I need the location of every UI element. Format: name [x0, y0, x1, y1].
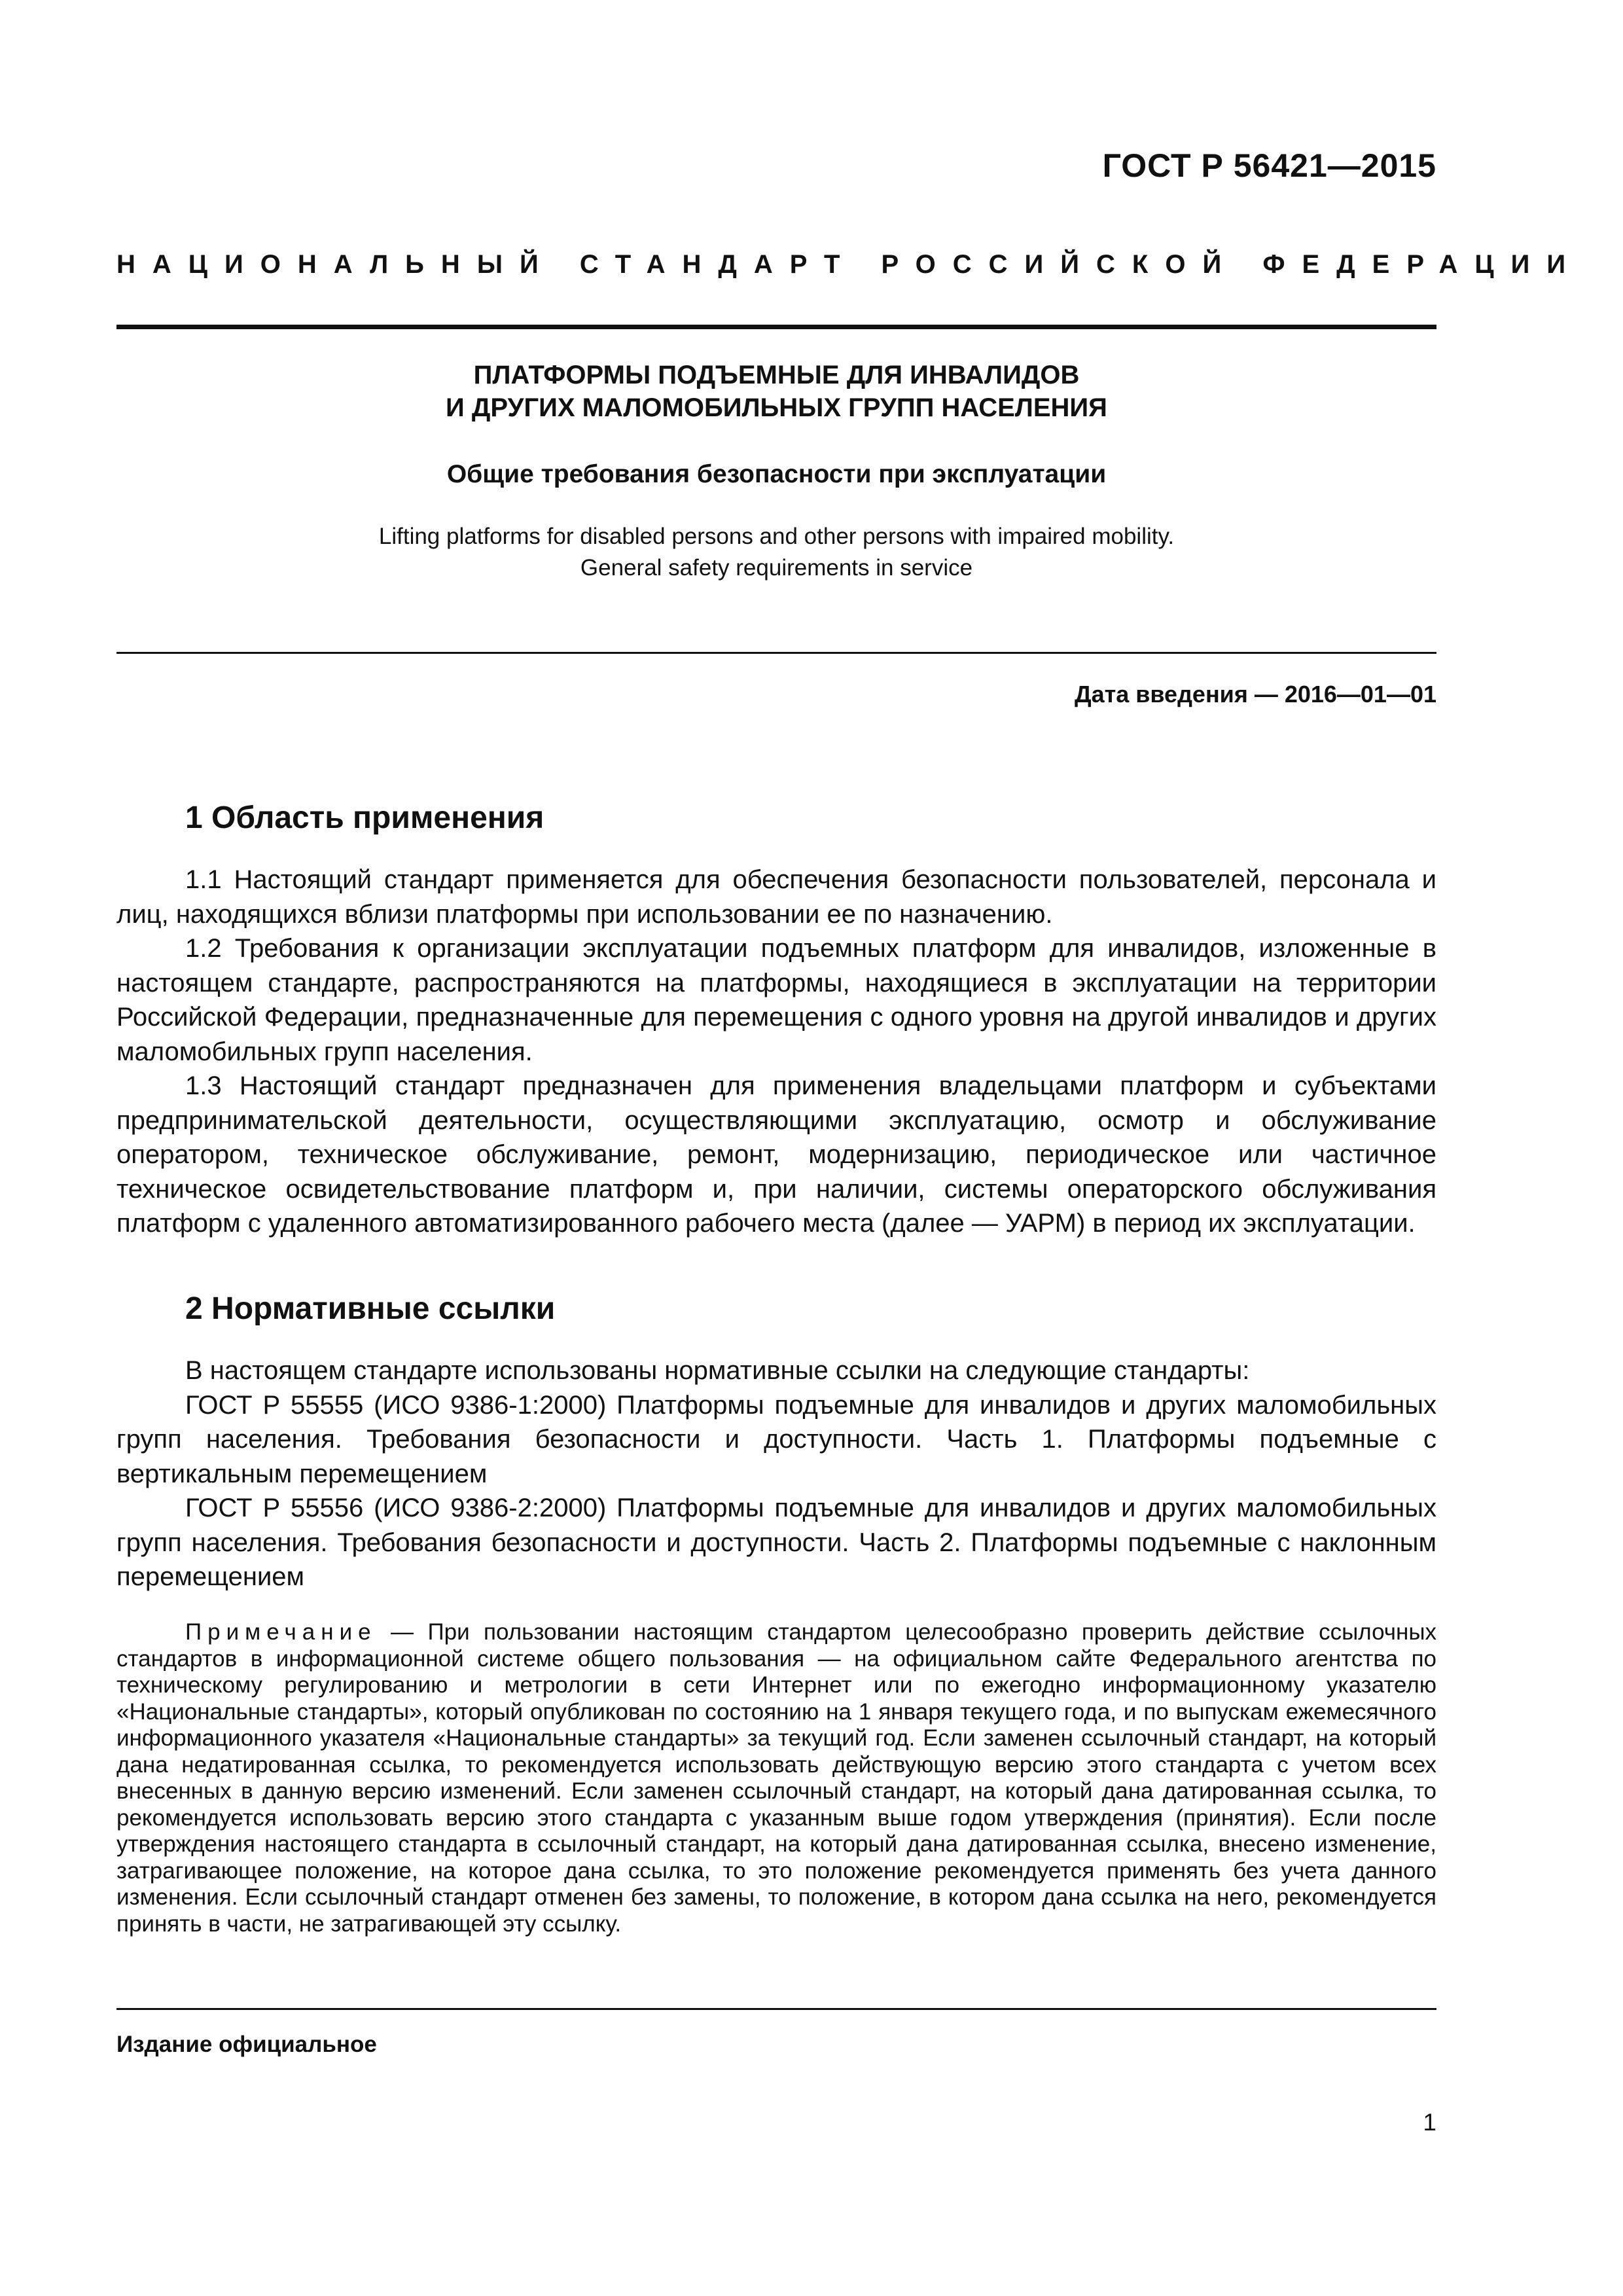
section-1-heading: 1 Область применения [185, 800, 544, 835]
official-edition-label: Издание официальное [116, 2032, 377, 2057]
document-number: ГОСТ Р 56421—2015 [1102, 147, 1436, 184]
paragraph-2-intro: В настоящем стандарте использованы нормативные ссылки на следующие стандарты: [185, 1356, 1250, 1385]
english-title [116, 521, 1436, 584]
section-2-body [116, 1354, 1436, 1594]
english-title-line-2: General safety requirements in service [580, 555, 973, 581]
reference-gost-55555: ГОСТ Р 55555 (ИСО 9386-1:2000) Платформы подъемные для инвалидов и других маломобильных групп населения. Требования безопасности и доступности. Часть 1. Платформы подъемные с вертикальным перемещением [116, 1390, 1436, 1488]
page-number: 1 [1423, 2109, 1436, 2136]
reference-gost-55556: ГОСТ Р 55556 (ИСО 9386-2:2000) Платформы подъемные для инвалидов и других маломобильных групп населения. Требования безопасности и доступности. Часть 2. Платформы подъемные с наклонным перемещением [116, 1494, 1436, 1591]
note-label: Примечание [185, 1619, 377, 1645]
note-text: — При пользовании настоящим стандартом целесообразно проверить действие ссылочных стандартов в информационной системе общего пользования — на официальном сайте Федерального агентства по техническому регулированию и метрологии в сети Интернет или по ежегодно информационному указателю «Национальные стандарты», который опубликован по состоянию на 1 января текущего года, и по выпускам ежемесячного информационного указателя «Национальные стандарты» за текущий год. Если заменен ссылочный стандарт, на который дана недатированная ссылка, то рекомендуется использовать действующую версию этого стандарта с учетом всех внесенных в данную версию изменений. Если заменен ссылочный стандарт, на который дана датированная ссылка, то рекомендуется использовать версию этого стандарта с указанным выше годом утверждения (принятия). Если после утверждения настоящего стандарта в ссылочный стандарт, на который дана датированная ссылка, внесено изменение, затрагивающее положение, на которое дана ссылка, то это положение рекомендуется применять без учета данного изменения. Если ссылочный стандарт отменен без замены, то положение, в котором дана ссылка на него, рекомендуется принять в части, не затрагивающей эту ссылку. [116, 1619, 1436, 1937]
english-title-line-1: Lifting platforms for disabled persons and other persons with impaired mobility. [378, 524, 1175, 549]
national-standard-header: НАЦИОНАЛЬНЫЙ СТАНДАРТ РОССИЙСКОЙ ФЕДЕРАЦИИ [116, 250, 1583, 279]
title-divider [116, 652, 1436, 654]
section-1-body [116, 863, 1436, 1241]
header-divider [116, 325, 1436, 329]
document-title [116, 359, 1436, 424]
note-paragraph [116, 1619, 1436, 1937]
title-line-2: И ДРУГИХ МАЛОМОБИЛЬНЫХ ГРУПП НАСЕЛЕНИЯ [446, 393, 1107, 422]
paragraph-1-3: 1.3 Настоящий стандарт предназначен для применения владельцами платформ и субъектами предпринимательской деятельности, осуществляющими эксплуатацию, осмотр и обслуживание оператором, техническое обслуживание, ремонт, модернизацию, периодическое или частичное техническое освидетельствование платформ и, при наличии, системы операторского обслуживания платформ с удаленного автоматизированного рабочего места (далее — УАРМ) в период их эксплуатации. [116, 1071, 1436, 1238]
title-line-1: ПЛАТФОРМЫ ПОДЪЕМНЫЕ ДЛЯ ИНВАЛИДОВ [473, 361, 1080, 389]
paragraph-1-2: 1.2 Требования к организации эксплуатации подъемных платформ для инвалидов, изложенные в настоящем стандарте, распространяются на платформы, находящиеся в эксплуатации на территории Российской Федерации, предназначенные для перемещения с одного уровня на другой инвалидов и других маломобильных групп населения. [116, 934, 1436, 1066]
document-subtitle: Общие требования безопасности при эксплуатации [446, 460, 1107, 488]
section-2-heading: 2 Нормативные ссылки [185, 1291, 556, 1326]
footer-divider [116, 2008, 1436, 2010]
paragraph-1-1: 1.1 Настоящий стандарт применяется для обеспечения безопасности пользователей, персонала и лиц, находящихся вблизи платформы при использовании ее по назначению. [116, 865, 1436, 929]
introduction-date: Дата введения — 2016—01—01 [1074, 681, 1436, 708]
